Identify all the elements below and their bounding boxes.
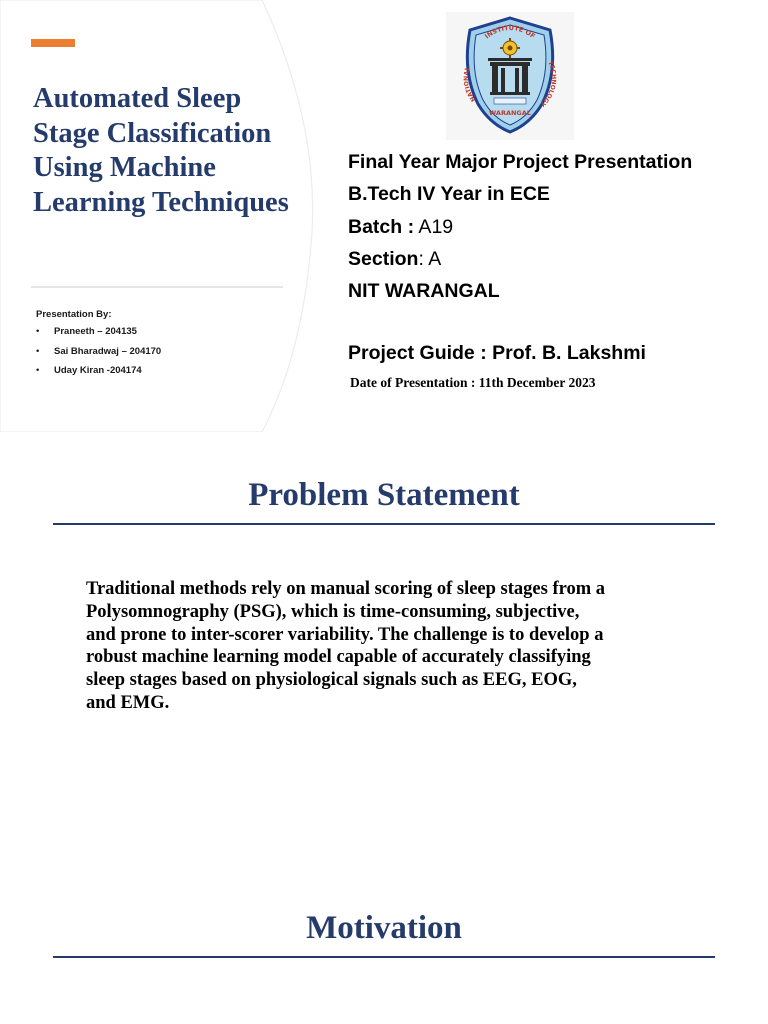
section: Section: A xyxy=(348,248,442,270)
project-type: Final Year Major Project Presentation xyxy=(348,151,693,173)
nit-warangal-emblem-icon xyxy=(446,12,574,140)
member-name: Uday Kiran -204174 xyxy=(54,365,142,376)
logo-ring-right: TECHNOLOGY xyxy=(538,60,558,108)
bullet: • xyxy=(36,345,40,357)
title-line: Learning Techniques xyxy=(33,186,289,218)
degree-year: B.Tech IV Year in ECE xyxy=(348,183,550,205)
title-underline xyxy=(53,523,715,525)
institute-name: NIT WARANGAL xyxy=(348,280,500,302)
problem-statement-title: Problem Statement xyxy=(248,477,520,513)
presentation-by-label: Presentation By: xyxy=(36,309,112,320)
body-line: robust machine learning model capable of accurately classifying xyxy=(86,647,591,668)
logo-ring-bottom: WARANGAL xyxy=(489,109,531,117)
problem-statement-body xyxy=(86,578,686,715)
title-line: Stage Classification xyxy=(33,117,272,149)
body-line: and EMG. xyxy=(86,692,170,713)
bullet: • xyxy=(36,365,40,376)
member-name: Praneeth – 204135 xyxy=(54,326,137,337)
title-line: Automated Sleep xyxy=(33,83,242,114)
accent-bar xyxy=(31,39,75,47)
title-underline xyxy=(53,956,715,958)
body-line: Traditional methods rely on manual scoring of sleep stages from a xyxy=(86,579,606,599)
divider xyxy=(31,286,283,288)
institute-logo xyxy=(446,12,574,140)
project-guide: Project Guide : Prof. B. Lakshmi xyxy=(348,342,646,364)
title-slide xyxy=(0,0,768,432)
logo-ring-left: NATIONAL xyxy=(462,66,478,103)
presentation-date: Date of Presentation : 11th December 2023 xyxy=(350,375,596,390)
bullet: • xyxy=(36,326,40,337)
title-line: Using Machine xyxy=(33,152,216,183)
member-name: Sai Bharadwaj – 204170 xyxy=(54,345,162,357)
body-line: sleep stages based on physiological signals such as EEG, EOG, xyxy=(86,670,577,691)
logo-ring-top: INSTITUTE OF xyxy=(483,23,537,41)
presentation-title xyxy=(33,82,333,220)
motivation-title: Motivation xyxy=(306,910,462,946)
body-line: and prone to inter-scorer variability. The challenge is to develop a xyxy=(86,624,604,645)
body-line: Polysomnography (PSG), which is time-consuming, subjective, xyxy=(86,601,580,622)
batch: Batch : A19 xyxy=(348,216,454,238)
